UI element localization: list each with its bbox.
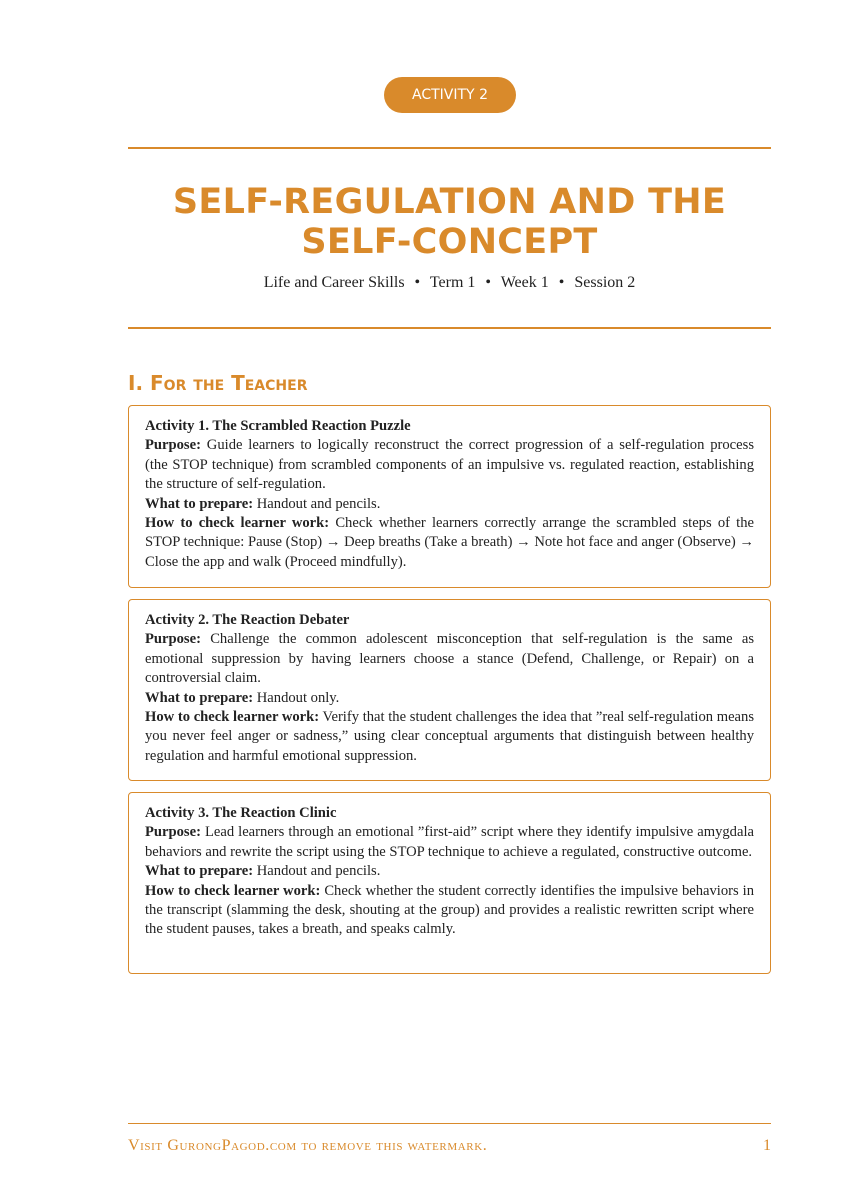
activity-badge: ACTIVITY 2 — [384, 77, 516, 113]
subtitle-term: Term 1 — [429, 274, 476, 291]
activity-prepare — [145, 689, 754, 708]
subtitle-separator: • — [414, 274, 421, 291]
purpose-text: Guide learners to logically reconstruct the correct progression of a self-regulation process (the STOP technique) from scrambled components of an impulsive vs. regulated reaction, establishing the structure of self-regulation. — [145, 437, 754, 493]
check-label: How to check learner work: — [145, 882, 321, 899]
page-title-line-2: SELF-CONCEPT — [301, 222, 598, 262]
subtitle-session: Session 2 — [574, 274, 636, 291]
prepare-text: Handout only. — [256, 689, 340, 706]
page-subtitle — [128, 273, 771, 293]
activity-prepare — [145, 862, 754, 881]
subtitle-separator: • — [558, 274, 565, 291]
prepare-text: Handout and pencils. — [256, 495, 381, 512]
purpose-text: Challenge the common adolescent misconception that self-regulation is the same as emotional suppression by having learners choose a stance (Defend, Challenge, or Repair) on a controversial claim. — [145, 631, 755, 687]
prepare-label: What to prepare: — [145, 689, 254, 706]
activity-prepare — [145, 495, 754, 514]
subtitle-separator: • — [485, 274, 492, 291]
activity-title: Activity 3. The Reaction Clinic — [145, 805, 337, 821]
prepare-label: What to prepare: — [145, 495, 254, 512]
page-number: 1 — [763, 1137, 771, 1154]
top-divider — [128, 147, 771, 149]
activity-check — [145, 882, 754, 940]
purpose-label: Purpose: — [145, 824, 201, 841]
check-text: Check whether the student correctly identifies the impulsive behaviors in the transcript (slamming the desk, shouting at the group) and provides a realistic rewritten script where the student pauses, takes a breath, and speaks calmly. — [145, 882, 755, 938]
activity-title: Activity 1. The Scrambled Reaction Puzzle — [145, 418, 411, 434]
header-divider — [128, 327, 771, 329]
activity-card-3 — [128, 792, 771, 974]
activity-check — [145, 708, 754, 766]
check-text: Check whether learners correctly arrange the scrambled steps of the STOP technique: Pause (Stop) → Deep breaths (Take a breath) → Note hot face and anger (Observe) → Close the app and walk (Proceed mindfully). — [145, 515, 754, 570]
page-title-line-1: SELF-REGULATION AND THE — [172, 182, 727, 222]
check-label: How to check learner work: — [145, 515, 330, 532]
activity-card-1 — [128, 405, 771, 588]
section-heading: I. For the Teacher — [128, 371, 308, 395]
activity-title: Activity 2. The Reaction Debater — [145, 612, 350, 628]
check-text: Verify that the student challenges the idea that ”real self-regulation means you never feel anger or sadness,” using clear conceptual arguments that distinguish between healthy regulation and harmful emotional suppression. — [145, 709, 754, 764]
activity-purpose — [145, 823, 754, 862]
check-label: How to check learner work: — [145, 709, 320, 726]
footer-divider — [128, 1123, 771, 1124]
activity-card-2 — [128, 599, 771, 781]
subtitle-subject: Life and Career Skills — [263, 274, 405, 291]
purpose-text: Lead learners through an emotional ”first-aid” script where they identify impulsive amygdala behaviors and rewrite the script using the STOP technique to achieve a regulated, constructive outcome. — [145, 824, 754, 860]
watermark-link[interactable]: Visit GurongPagod.com to remove this watermark. — [128, 1137, 488, 1154]
purpose-label: Purpose: — [145, 437, 201, 454]
prepare-label: What to prepare: — [145, 863, 254, 880]
prepare-text: Handout and pencils. — [256, 863, 381, 880]
purpose-label: Purpose: — [145, 631, 201, 648]
activity-purpose — [145, 436, 754, 494]
activity-purpose — [145, 630, 754, 688]
activity-check — [145, 514, 754, 572]
subtitle-week: Week 1 — [500, 274, 549, 291]
page-title — [128, 182, 771, 262]
